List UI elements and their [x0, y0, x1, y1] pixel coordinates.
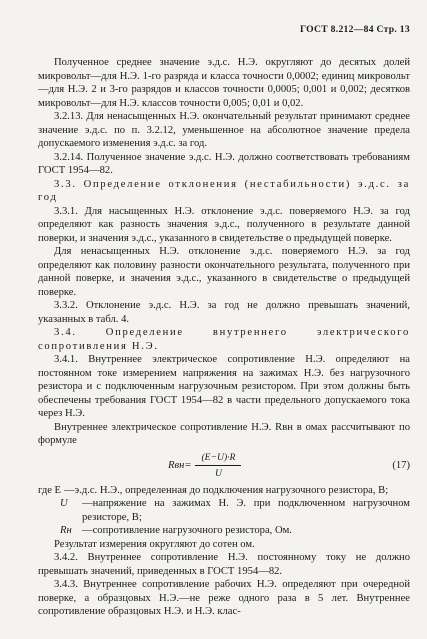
definition-text: —напряжение на зажимах Н. Э. при подключенном нагрузочном резисторе, В; [82, 498, 410, 523]
definition-item [38, 484, 410, 498]
formula-number: (17) [392, 459, 410, 471]
document-body [38, 56, 410, 619]
paragraph: 3.4.3. Внутреннее сопротивление рабочих Н.Э. определяют при очередной поверке, а образцовых Н.Э.—не реже одного раза в 5 лет. Внутреннее сопротивление образцовых Н.Э. и Н.Э. клас- [38, 579, 410, 617]
definition-symbol: U [60, 498, 68, 509]
definition-item [38, 524, 410, 538]
paragraph: Для ненасыщенных Н.Э. отклонение э.д.с. поверяемого Н.Э. за год определяют как половину разности окончательного результата, полученного при данной поверке, и значения э.д.с., указанного в свидетельстве о предыдущей поверке. [38, 246, 410, 298]
paragraph: 3.2.14. Полученное значение э.д.с. Н.Э. должно соответствовать требованиям ГОСТ 1954—82. [38, 151, 410, 176]
formula [38, 450, 410, 482]
definition-list [38, 484, 410, 538]
page-header: ГОСТ 8.212—84 Стр. 13 [300, 24, 410, 35]
formula-lhs: Rвн= [168, 459, 192, 471]
paragraph: Результат измерения округляют до сотен ом. [54, 538, 255, 550]
paragraph: 3.4.1. Внутреннее электрическое сопротивление Н.Э. определяют на постоянном токе измерением напряжения на зажимах Н.Э. без нагрузочного резистора и с подключенным нагрузочным резистором. При этом должны быть обеспечены требования ГОСТ 1954—82 в части предельного допускаемого тока через Н.Э. [38, 354, 410, 419]
definition-symbol: Rн [60, 525, 72, 536]
paragraph: Внутреннее электрическое сопротивление Н.Э. Rвн в омах рассчитывают по формуле [38, 421, 410, 446]
paragraph: 3.3.1. Для насыщенных Н.Э. отклонение э.д.с. поверяемого Н.Э. за год определяют как разность значения э.д.с., полученного в результате данной поверки, и значения э.д.с., указанного в свидетельстве о предыдущей поверке. [38, 205, 410, 244]
definition-item [38, 497, 410, 524]
definition-symbol: где E [38, 484, 62, 496]
paragraph: 3.4.2. Внутреннее сопротивление Н.Э. постоянному току не должно превышать значений, приведенных в ГОСТ 1954—82. [38, 552, 410, 577]
formula-denominator: U [214, 468, 222, 479]
definition-text: —э.д.с. Н.Э., определенная до подключения нагрузочного резистора, В; [64, 484, 389, 496]
formula-numerator: (E−U)·R [195, 451, 241, 467]
paragraph: 3.2.13. Для ненасыщенных Н.Э. окончательный результат принимают среднее значение э.д.с. по п. 3.2.12, уменьшенное на абсолютное значение предела допускаемого изменения э.д.с. за год. [38, 111, 410, 149]
formula-expression [38, 451, 382, 481]
paragraph: Полученное среднее значение э.д.с. Н.Э. округляют до десятых долей микровольт—для Н.Э. 1-го разряда и класса точности 0,0002; единиц микровольт—для Н.Э. 2 и 3-го разрядов и классов точности 0,0005; 0,001 и 0,002; десятков микровольт—для Н.Э. классов точности 0,005; 0,01 и 0,02. [38, 57, 410, 109]
section-heading: 3.3. Определение отклонения (нестабильности) э.д.с. за год [38, 178, 410, 203]
paragraph: 3.3.2. Отклонение э.д.с. Н.Э. за год не должно превышать значений, указанных в табл. 4. [38, 300, 410, 325]
formula-fraction [195, 451, 241, 481]
section-heading: 3.4. Определение внутреннего электрического сопротивления Н.Э. [38, 327, 410, 352]
definition-text: —сопротивление нагрузочного резистора, Ом. [82, 525, 292, 536]
